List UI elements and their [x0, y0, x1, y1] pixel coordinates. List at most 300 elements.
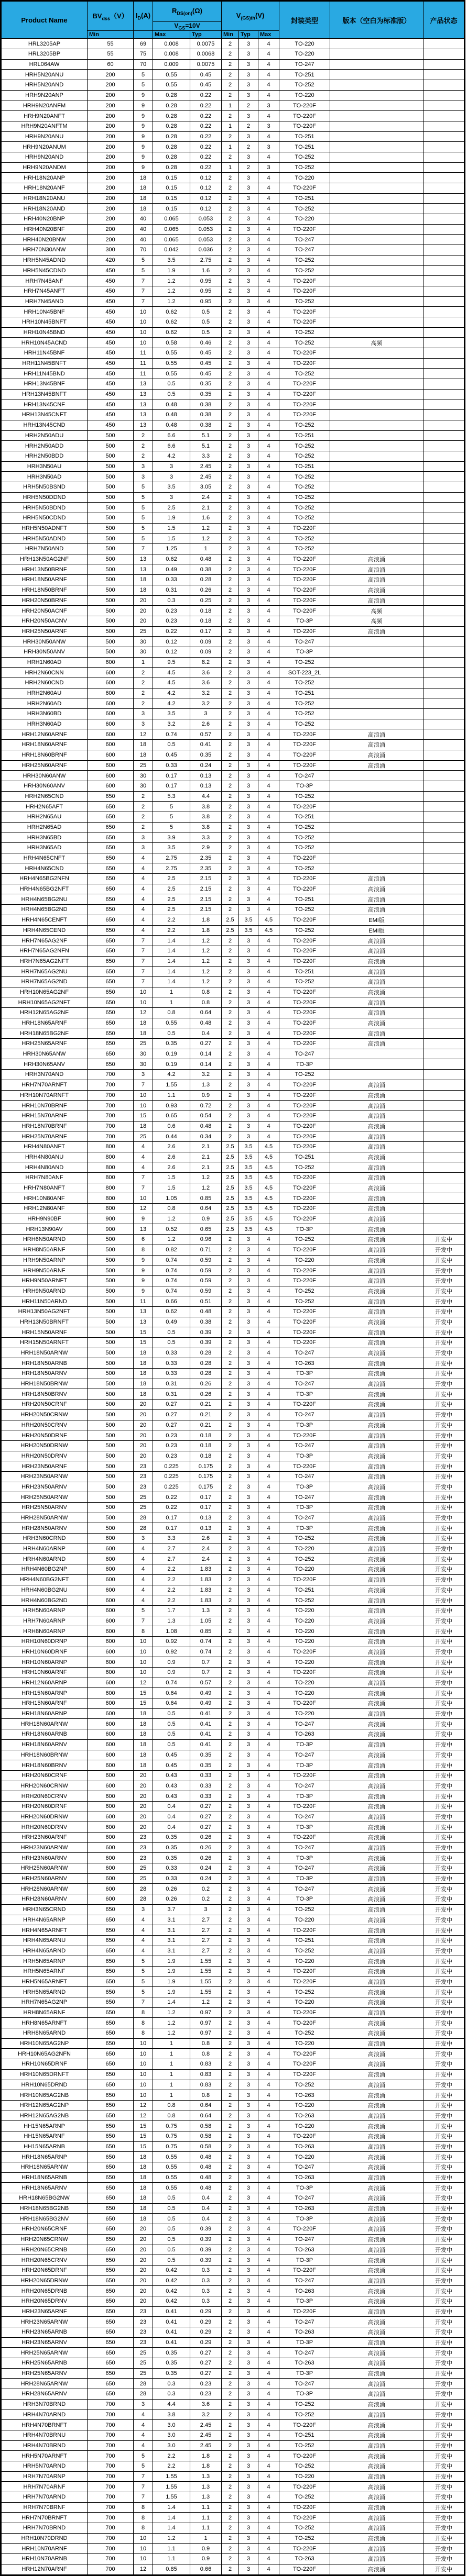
- rdson-max-cell: 0.009: [153, 59, 190, 70]
- vgsth-max-cell: 4: [258, 1348, 279, 1358]
- table-row: [1, 936, 465, 946]
- package-cell: TO-220F: [279, 606, 330, 616]
- rdson-typ-cell: 2.7: [190, 1935, 222, 1946]
- version-cell: 高浪涌: [330, 987, 423, 997]
- vgsth-min-cell: 2: [222, 1853, 239, 1863]
- id-cell: 10: [134, 2090, 153, 2101]
- status-cell: 开发中: [423, 1678, 465, 1688]
- version-cell: 高浪涌: [330, 2224, 423, 2235]
- table-row: [1, 1379, 465, 1389]
- vgsth-max-cell: 4: [258, 637, 279, 647]
- vgsth-max-cell: 4: [258, 554, 279, 564]
- version-cell: 高浪涌: [330, 1306, 423, 1317]
- status-cell: 开发中: [423, 2440, 465, 2451]
- table-row: [1, 338, 465, 348]
- rdson-max-cell: 0.48: [153, 420, 190, 430]
- vgsth-max-cell: 4: [258, 1513, 279, 1523]
- table-row: [1, 1698, 465, 1709]
- rdson-typ-cell: 0.26: [190, 1389, 222, 1400]
- bvdss-min-cell: 500: [88, 534, 134, 544]
- vgsth-max-cell: 4: [258, 1028, 279, 1039]
- table-row: [1, 1605, 465, 1616]
- rdson-max-cell: 2.2: [153, 1574, 190, 1585]
- version-cell: [330, 245, 423, 256]
- vgsth-typ-cell: 3: [239, 1915, 258, 1925]
- version-cell: [330, 131, 423, 142]
- product-name-cell: HRH10N65DRND: [1, 2080, 88, 2090]
- vgsth-min-cell: 2.5: [222, 1183, 239, 1193]
- rdson-max-cell: 3: [153, 461, 190, 472]
- package-cell: TO-220F: [279, 1801, 330, 1812]
- rdson-typ-cell: 1.1: [190, 2523, 222, 2534]
- table-row: [1, 843, 465, 853]
- rdson-max-cell: 0.5: [153, 1327, 190, 1338]
- rdson-max-cell: 1.1: [153, 2554, 190, 2564]
- status-cell: [423, 286, 465, 296]
- vgsth-typ-cell: 3: [239, 2502, 258, 2513]
- vgsth-max-cell: 4: [258, 1049, 279, 1059]
- vgsth-typ-cell: 3: [239, 595, 258, 606]
- status-cell: 开发中: [423, 1420, 465, 1430]
- bvdss-min-cell: 600: [88, 1873, 134, 1884]
- id-cell: 4: [134, 1585, 153, 1595]
- status-cell: [423, 204, 465, 214]
- rdson-typ-cell: 0.65: [190, 1224, 222, 1235]
- vgsth-typ-cell: 3: [239, 1482, 258, 1492]
- bvdss-min-cell: 700: [88, 1080, 134, 1090]
- table-row: [1, 59, 465, 70]
- rdson-typ-cell: 0.33: [190, 1770, 222, 1781]
- vgsth-max-cell: 4: [258, 1946, 279, 1956]
- product-name-cell: HRH1N60AD: [1, 657, 88, 668]
- vgsth-max-cell: 4: [258, 59, 279, 70]
- package-cell: TO-220F: [279, 1966, 330, 1977]
- table-row: [1, 1616, 465, 1626]
- version-cell: [330, 142, 423, 152]
- bvdss-min-cell: 650: [88, 2327, 134, 2338]
- package-cell: TO-220F: [279, 1265, 330, 1276]
- product-name-cell: HRH7N50AND: [1, 544, 88, 554]
- rdson-max-cell: 1.5: [153, 534, 190, 544]
- vgsth-max-cell: 4: [258, 1296, 279, 1307]
- vgsth-min-cell: 2: [222, 214, 239, 225]
- id-cell: 23: [134, 1482, 153, 1492]
- id-cell: 18: [134, 1719, 153, 1729]
- vgsth-typ-cell: 3: [239, 255, 258, 265]
- version-cell: 高浪涌: [330, 1235, 423, 1245]
- product-name-cell: HRH18N65ARNB: [1, 2172, 88, 2183]
- vgsth-max-cell: 4: [258, 1059, 279, 1070]
- vgsth-min-cell: 2: [222, 781, 239, 791]
- rdson-max-cell: 0.43: [153, 1770, 190, 1781]
- version-cell: 高浪涌: [330, 1729, 423, 1740]
- version-cell: 高浪涌: [330, 1822, 423, 1833]
- rdson-max-cell: 1.2: [153, 276, 190, 286]
- status-cell: [423, 70, 465, 80]
- version-cell: [330, 121, 423, 131]
- product-name-cell: HRH4N70BRND: [1, 2440, 88, 2451]
- status-cell: [423, 781, 465, 791]
- id-cell: 8: [134, 1245, 153, 1255]
- rdson-typ-cell: 0.64: [190, 1008, 222, 1018]
- vgsth-max-cell: 4: [258, 327, 279, 338]
- package-cell: TO-3P: [279, 1894, 330, 1905]
- package-cell: TO-220F: [279, 946, 330, 956]
- vgsth-typ-cell: 3: [239, 1904, 258, 1915]
- product-name-cell: HRH7N60ARNP: [1, 1616, 88, 1626]
- status-cell: [423, 1131, 465, 1142]
- vgsth-typ-cell: 3: [239, 2007, 258, 2018]
- product-name-cell: HRH7N65AG2ND: [1, 976, 88, 987]
- package-cell: TO-220F: [279, 2018, 330, 2028]
- table-row: [1, 1770, 465, 1781]
- product-name-cell: HRH20N65DRNF: [1, 2265, 88, 2275]
- version-cell: 高浪涌: [330, 729, 423, 740]
- version-cell: 高浪涌: [330, 575, 423, 585]
- bvdss-subscript: dss: [102, 16, 110, 21]
- vgsth-max-cell: 4: [258, 534, 279, 544]
- vgsth-max-cell: 4: [258, 2224, 279, 2235]
- table-row: [1, 812, 465, 822]
- id-cell: 20: [134, 2296, 153, 2306]
- id-cell: 20: [134, 606, 153, 616]
- table-row: [1, 863, 465, 874]
- id-cell: 23: [134, 1461, 153, 1472]
- table-row: [1, 1317, 465, 1327]
- id-cell: 13: [134, 554, 153, 564]
- status-cell: 开发中: [423, 2234, 465, 2245]
- rdson-max-cell: 0.42: [153, 2296, 190, 2306]
- bvdss-min-cell: 600: [88, 698, 134, 709]
- bvdss-unit: （V）: [110, 12, 128, 20]
- table-row: [1, 2100, 465, 2111]
- vgsth-max-cell: 4: [258, 1977, 279, 1987]
- bvdss-min-cell: 600: [88, 1791, 134, 1802]
- id-cell: 8: [134, 2502, 153, 2513]
- id-cell: 12: [134, 729, 153, 740]
- status-cell: 开发中: [423, 2358, 465, 2369]
- status-cell: [423, 80, 465, 91]
- rdson-typ-cell: 0.85: [190, 1626, 222, 1637]
- vgsth-typ-cell: 3: [239, 1389, 258, 1400]
- table-row: [1, 2214, 465, 2224]
- bvdss-min-cell: 500: [88, 1235, 134, 1245]
- product-name-cell: HRH2N60AD: [1, 698, 88, 709]
- rdson-typ-cell: 0.036: [190, 245, 222, 256]
- package-cell: TO-220F: [279, 2420, 330, 2430]
- rdson-max-cell: 0.55: [153, 358, 190, 369]
- version-cell: 高浪涌: [330, 554, 423, 564]
- status-cell: [423, 657, 465, 668]
- id-cell: 1: [134, 657, 153, 668]
- vgsth-typ-cell: 3: [239, 1471, 258, 1482]
- product-name-cell: HRH4N65BG2NU: [1, 894, 88, 905]
- bvdss-min-cell: 600: [88, 1750, 134, 1760]
- vgsth-max-cell: 4: [258, 1657, 279, 1668]
- vgsth-max-cell: 4: [258, 1101, 279, 1111]
- vgsth-max-cell: 4: [258, 2348, 279, 2358]
- id-cell: 9: [134, 1275, 153, 1286]
- status-cell: 开发中: [423, 2564, 465, 2575]
- rdson-max-cell: 0.28: [153, 121, 190, 131]
- rdson-max-cell: 5.3: [153, 791, 190, 802]
- vgsth-max-cell: 4: [258, 492, 279, 503]
- product-name-cell: HRH3N70BRND: [1, 2399, 88, 2410]
- rdson-typ-cell: 0.22: [190, 152, 222, 162]
- id-cell: 18: [134, 740, 153, 750]
- rdson-max-cell: 1.5: [153, 523, 190, 534]
- vgsth-typ-cell: 3: [239, 245, 258, 256]
- id-cell: 18: [134, 1760, 153, 1771]
- vgsth-min-cell: 2: [222, 2337, 239, 2348]
- table-row: [1, 946, 465, 956]
- vgsth-max-cell: 4: [258, 843, 279, 853]
- status-cell: [423, 441, 465, 451]
- rdson-typ-cell: 4.4: [190, 791, 222, 802]
- package-cell: TO-220F: [279, 358, 330, 369]
- version-cell: 高浪涌: [330, 2100, 423, 2111]
- product-name-cell: HRH25N50ARNF: [1, 626, 88, 637]
- rdson-max-cell: 3.1: [153, 1935, 190, 1946]
- bvdss-min-cell: 650: [88, 2007, 134, 2018]
- id-cell: 28: [134, 2379, 153, 2389]
- product-name-cell: HRH9N20ANFTM: [1, 121, 88, 131]
- vgsth-max-cell: 3: [258, 142, 279, 152]
- status-cell: [423, 637, 465, 647]
- rdson-typ-cell: 0.97: [190, 2028, 222, 2039]
- vgsth-min-cell: 1: [222, 162, 239, 173]
- id-cell: 20: [134, 1770, 153, 1781]
- vgsth-min-cell: 2: [222, 1245, 239, 1255]
- id-cell: 5: [134, 523, 153, 534]
- vgsth-typ-cell: 3: [239, 472, 258, 482]
- product-name-cell: HRH4N65BG2NFT: [1, 884, 88, 894]
- table-row: [1, 162, 465, 173]
- vgsth-min-cell: 2: [222, 1605, 239, 1616]
- product-name-cell: HRH20N60DRNF: [1, 1801, 88, 1812]
- bvdss-min-cell: 450: [88, 389, 134, 399]
- version-cell: [330, 296, 423, 307]
- table-row: [1, 802, 465, 812]
- vgsth-min-cell: 2: [222, 1688, 239, 1698]
- rdson-typ-cell: 1.8: [190, 2451, 222, 2461]
- vgsth-max-cell: 4: [258, 358, 279, 369]
- vgsth-max-cell: 4: [258, 2214, 279, 2224]
- product-name-cell: HRH20N50CRNF: [1, 1400, 88, 1410]
- table-row: [1, 1039, 465, 1049]
- bvdss-min-cell: 700: [88, 2502, 134, 2513]
- id-cell: 7: [134, 1997, 153, 2008]
- package-cell: TO-220: [279, 1708, 330, 1719]
- bvdss-min-cell: 650: [88, 1028, 134, 1039]
- package-cell: TO-220F: [279, 317, 330, 327]
- vgsth-typ-cell: 3: [239, 2172, 258, 2183]
- rdson-max-cell: 3: [153, 492, 190, 503]
- product-name-cell: HRH18N60BRNV: [1, 1760, 88, 1771]
- package-cell: TO-220F: [279, 111, 330, 121]
- table-row: [1, 2203, 465, 2214]
- rdson-max-cell: 0.28: [153, 142, 190, 152]
- status-cell: [423, 554, 465, 564]
- package-cell: TO-220F: [279, 1275, 330, 1286]
- version-cell: 高浪涌: [330, 1977, 423, 1987]
- rdson-typ-cell: 0.17: [190, 626, 222, 637]
- package-cell: TO-252: [279, 492, 330, 503]
- package-cell: TO-220F: [279, 915, 330, 925]
- status-cell: [423, 956, 465, 967]
- bvdss-min-cell: 650: [88, 2100, 134, 2111]
- bvdss-min-cell: 500: [88, 503, 134, 513]
- vgsth-max-cell: 4: [258, 1471, 279, 1482]
- version-cell: 高浪涌: [330, 2296, 423, 2306]
- rdson-typ-cell: 0.57: [190, 729, 222, 740]
- package-cell: TO-252: [279, 1070, 330, 1080]
- version-cell: 高浪涌: [330, 2121, 423, 2131]
- status-cell: [423, 564, 465, 575]
- id-cell: 10: [134, 317, 153, 327]
- vgsth-min-cell: 2: [222, 1616, 239, 1626]
- status-cell: [423, 606, 465, 616]
- id-cell: 10: [134, 2038, 153, 2049]
- rdson-typ-cell: 0.8: [190, 2038, 222, 2049]
- vgsth-typ-cell: 3: [239, 482, 258, 492]
- package-cell: TO-247: [279, 1440, 330, 1451]
- vgsth-typ-cell: 3: [239, 1833, 258, 1843]
- product-name-cell: HRH70N30ANW: [1, 245, 88, 256]
- id-unit: (A): [141, 11, 151, 19]
- table-row: [1, 472, 465, 482]
- bvdss-min-cell: 800: [88, 1173, 134, 1183]
- bvdss-min-cell: 500: [88, 554, 134, 564]
- version-cell: 高浪涌: [330, 1141, 423, 1152]
- vgsth-typ-cell: 3: [239, 70, 258, 80]
- version-cell: 高浪涌: [330, 1523, 423, 1534]
- bvdss-min-cell: 650: [88, 2234, 134, 2245]
- rdson-typ-cell: 2.1: [190, 503, 222, 513]
- bvdss-min-cell: 500: [88, 1440, 134, 1451]
- product-name-cell: HRH2N60CND: [1, 678, 88, 689]
- vgsth-max-cell: 4: [258, 1554, 279, 1564]
- rdson-typ-cell: 0.25: [190, 595, 222, 606]
- rdson-typ-cell: 0.83: [190, 2080, 222, 2090]
- product-name-cell: HRH10N45BND: [1, 327, 88, 338]
- vgsth-max-cell: 4: [258, 575, 279, 585]
- package-cell: TO-252: [279, 832, 330, 843]
- product-name-cell: HRH9N20ANFM: [1, 101, 88, 111]
- table-row: [1, 1204, 465, 1214]
- status-cell: 开发中: [423, 1513, 465, 1523]
- version-cell: 高浪涌: [330, 1708, 423, 1719]
- bvdss-min-cell: 500: [88, 1400, 134, 1410]
- id-cell: 4: [134, 1564, 153, 1575]
- id-cell: 7: [134, 2492, 153, 2503]
- rdson-typ-cell: 0.175: [190, 1461, 222, 1472]
- table-row: [1, 1409, 465, 1420]
- rdson-typ-cell: 0.85: [190, 1193, 222, 1204]
- table-row: [1, 1997, 465, 2008]
- vgsth-typ-cell: 3: [239, 90, 258, 101]
- vgsth-max-cell: 4: [258, 1420, 279, 1430]
- id-cell: 30: [134, 781, 153, 791]
- id-cell: 23: [134, 1853, 153, 1863]
- id-cell: 18: [134, 2172, 153, 2183]
- rdson-typ-cell: 2.6: [190, 1534, 222, 1544]
- package-cell: TO-252: [279, 719, 330, 729]
- package-cell: TO-220F: [279, 1101, 330, 1111]
- rdson-typ-cell: 0.54: [190, 1111, 222, 1121]
- rdson-max-cell: 1.1: [153, 2544, 190, 2554]
- bvdss-min-cell: 800: [88, 1193, 134, 1204]
- vgsth-typ-cell: 3: [239, 729, 258, 740]
- vgsth-min-cell: 2: [222, 1080, 239, 1090]
- version-cell: 高浪涌: [330, 1173, 423, 1183]
- rdson-typ-cell: 1.55: [190, 1966, 222, 1977]
- package-cell: TO-220F: [279, 740, 330, 750]
- vgsth-max-cell: 4: [258, 1080, 279, 1090]
- vgsth-typ-cell: 3.5: [239, 1152, 258, 1162]
- rdson-max-cell: 0.12: [153, 647, 190, 657]
- vgsth-min-cell: 2: [222, 534, 239, 544]
- id-cell: 18: [134, 2162, 153, 2173]
- vgsth-min-cell: 2: [222, 183, 239, 194]
- rdson-max-cell: 2.6: [153, 1141, 190, 1152]
- package-cell: TO-220F: [279, 410, 330, 420]
- status-cell: [423, 595, 465, 606]
- vgsth-min-cell: 2: [222, 1111, 239, 1121]
- status-cell: [423, 791, 465, 802]
- rdson-max-cell: 0.41: [153, 2306, 190, 2317]
- status-cell: [423, 90, 465, 101]
- vgsth-min-cell: 2: [222, 327, 239, 338]
- status-cell: [423, 575, 465, 585]
- vgsth-typ-cell: 3: [239, 2121, 258, 2131]
- version-cell: 高浪涌: [330, 1688, 423, 1698]
- vgsth-max-cell: 4: [258, 1750, 279, 1760]
- version-cell: 高浪涌: [330, 1574, 423, 1585]
- vgsth-max-cell: 4.5: [258, 925, 279, 936]
- vgsth-min-cell: 2: [222, 2214, 239, 2224]
- vgsth-typ-cell: 3: [239, 2193, 258, 2204]
- status-cell: 开发中: [423, 1688, 465, 1698]
- rdson-typ-cell: 0.5: [190, 317, 222, 327]
- product-name-cell: HRH4N60BG2NP: [1, 1564, 88, 1575]
- status-cell: [423, 152, 465, 162]
- product-name-cell: HRH18N20ANP: [1, 173, 88, 183]
- vgsth-max-cell: 4: [258, 1018, 279, 1028]
- vgsth-typ-cell: 3: [239, 2224, 258, 2235]
- vgsth-min-cell: 2: [222, 1668, 239, 1678]
- vgsth-min-cell: 2: [222, 976, 239, 987]
- package-cell: TO-252: [279, 791, 330, 802]
- rdson-max-cell: 0.64: [153, 1688, 190, 1698]
- package-cell: TO-220F: [279, 884, 330, 894]
- product-name-cell: HRH2N65AFT: [1, 802, 88, 812]
- package-cell: TO-252: [279, 2410, 330, 2420]
- id-cell: 12: [134, 2111, 153, 2121]
- status-cell: 开发中: [423, 1966, 465, 1977]
- product-name-cell: HRH10N65AG2NFN: [1, 2049, 88, 2059]
- rdson-typ-cell: 0.22: [190, 111, 222, 121]
- status-cell: [423, 503, 465, 513]
- table-row: [1, 1173, 465, 1183]
- table-header: [1, 1, 465, 39]
- product-name-cell: HRH7N80ANF: [1, 1173, 88, 1183]
- vgsth-typ-cell: 3: [239, 905, 258, 915]
- rdson-max-cell: 1.2: [153, 2533, 190, 2544]
- vgsth-min-cell: 2: [222, 2358, 239, 2369]
- id-cell: 20: [134, 1430, 153, 1441]
- product-name-cell: HRH7N65AG2NFT: [1, 956, 88, 967]
